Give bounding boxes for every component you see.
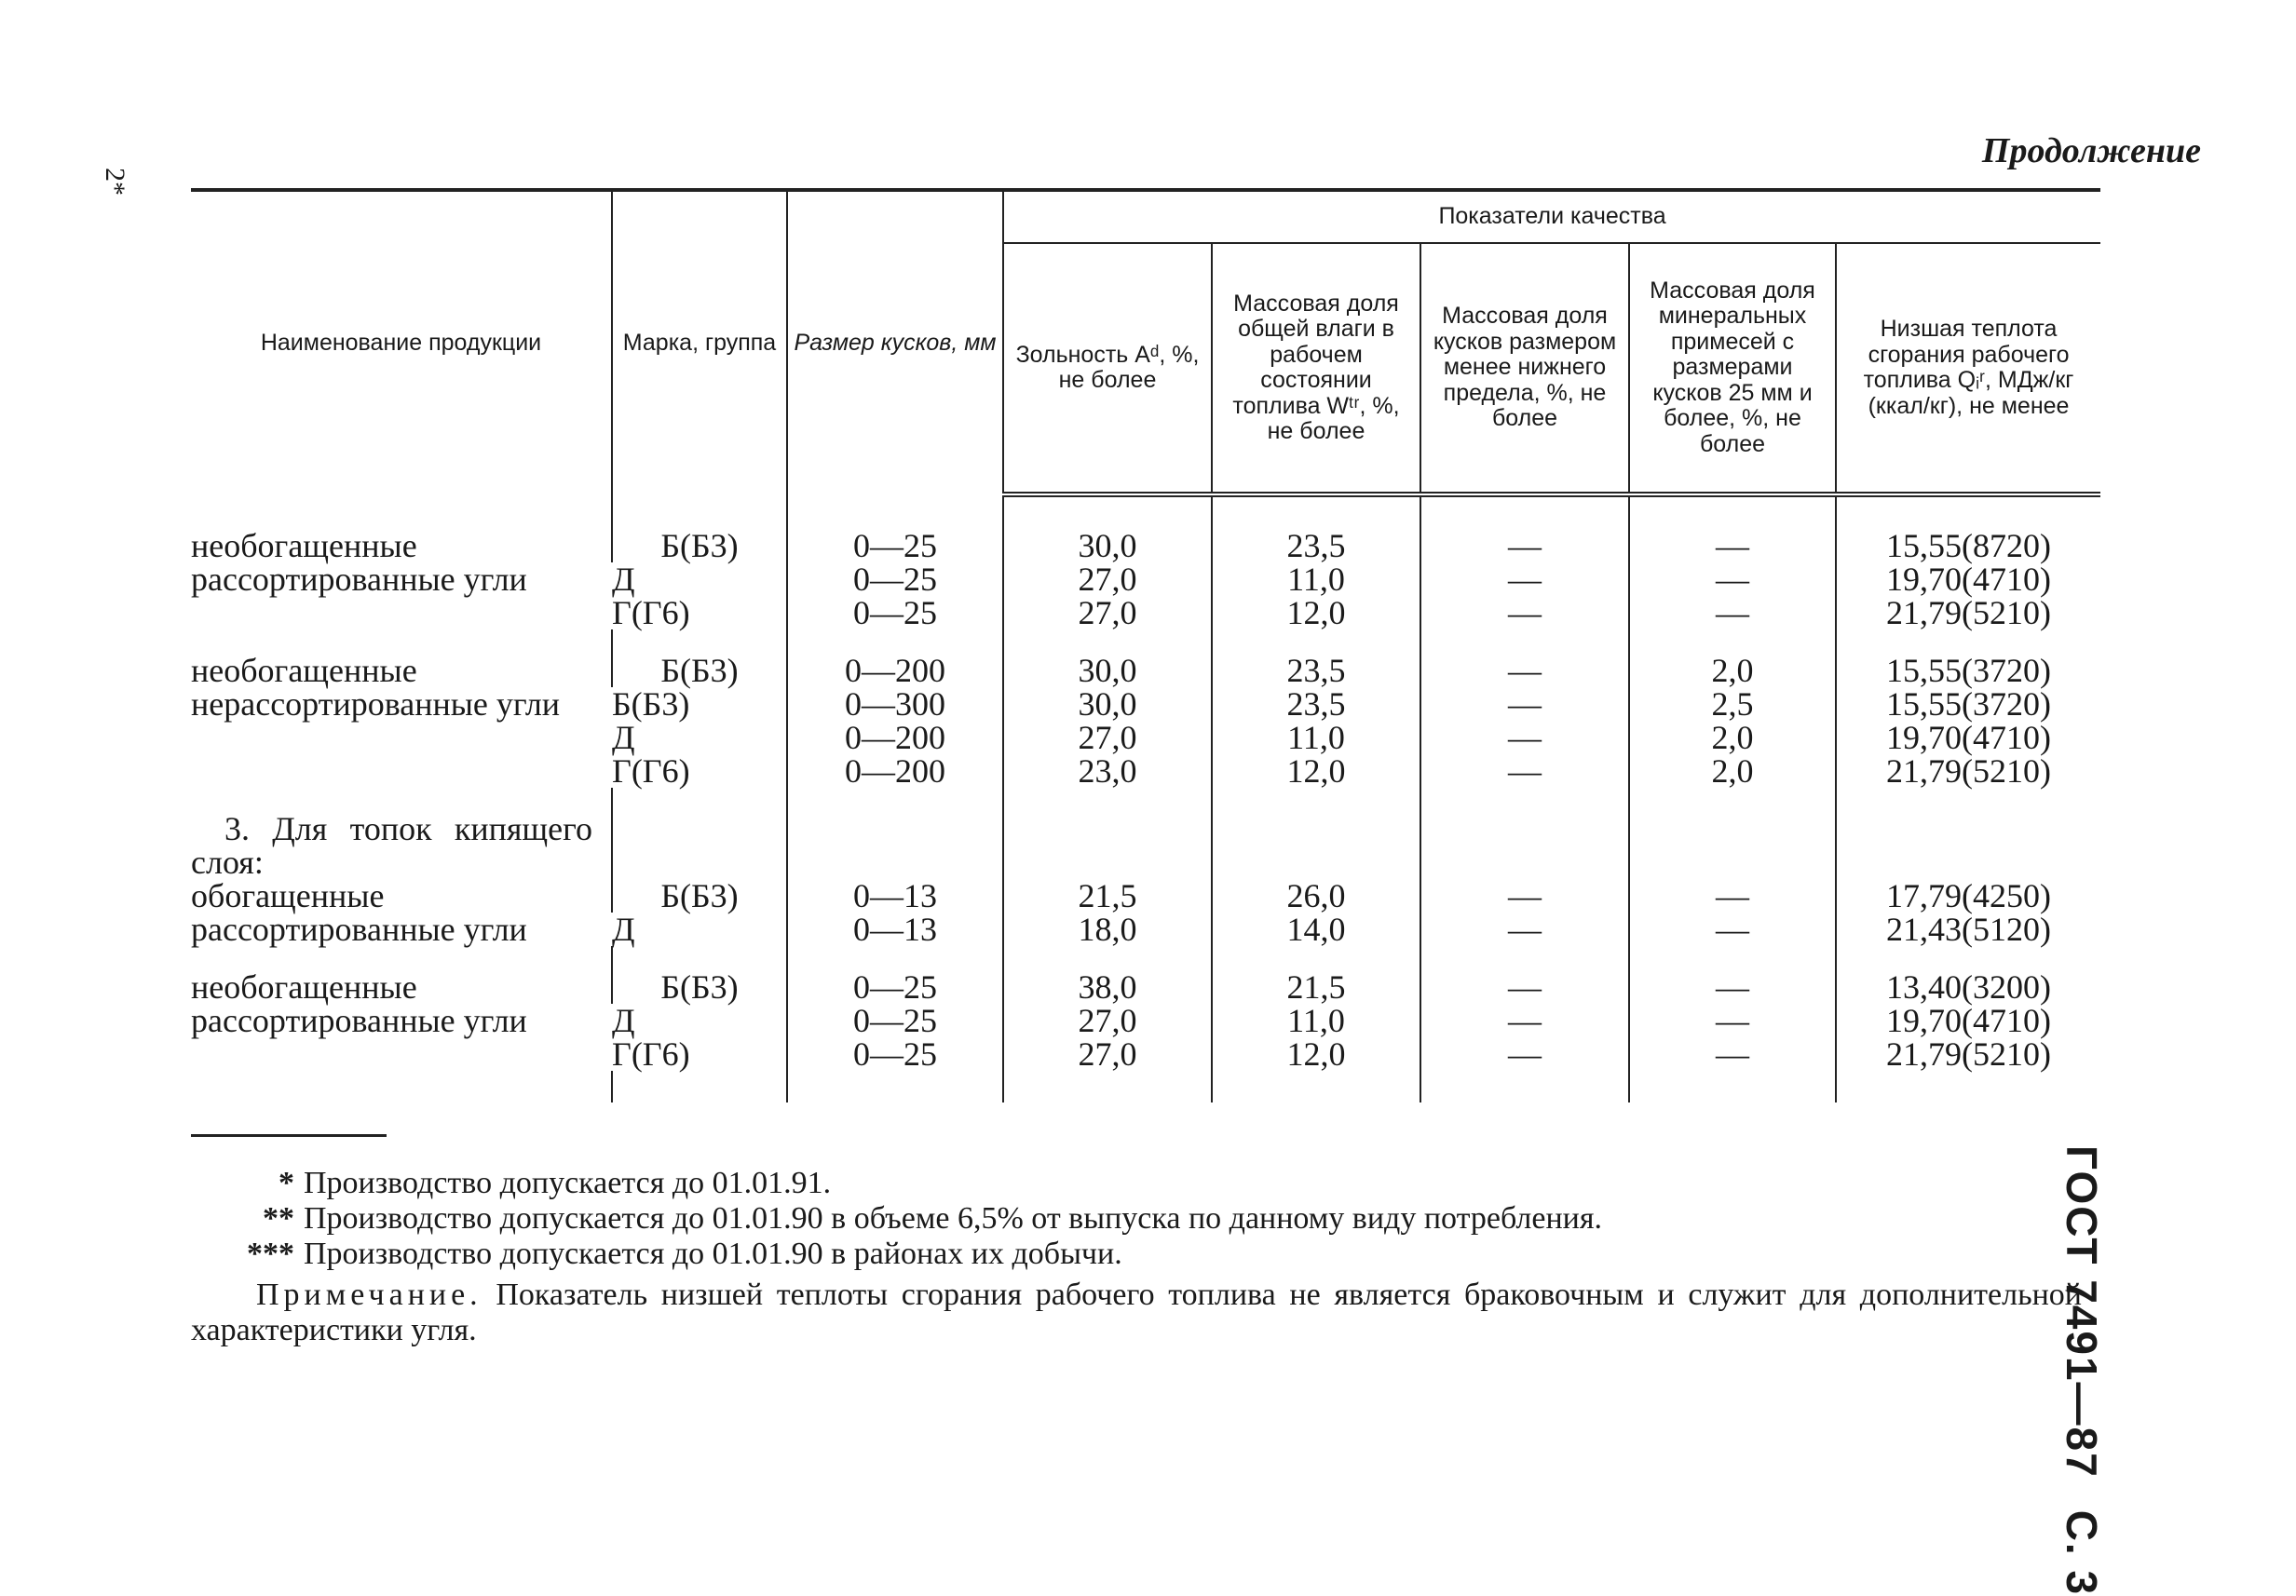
spacer-cell xyxy=(1836,1071,2100,1102)
header-mineral: Массовая доля минеральных примесей с размерами кусков 25 мм и более, %, не более xyxy=(1629,243,1836,494)
table-row xyxy=(191,879,2100,913)
spacer-cell xyxy=(612,1071,787,1102)
table-row xyxy=(191,654,2100,687)
standard-code xyxy=(2057,1145,2107,1596)
footnote-1 xyxy=(233,1166,831,1201)
gap-cell xyxy=(612,946,787,970)
header-undersize: Массовая доля кусков размером менее нижнего предела, %, не более xyxy=(1420,243,1629,494)
undersize-cell: — xyxy=(1420,721,1629,754)
gap-cell xyxy=(191,629,612,654)
ash-cell: 27,0 xyxy=(1003,721,1212,754)
table-header xyxy=(191,190,2100,494)
size-cell: 0—25 xyxy=(787,529,1003,562)
header-quality-group: Показатели качества xyxy=(1003,190,2100,243)
section-title: 3. Для топок кипящего слоя: xyxy=(191,810,592,881)
size-cell: 0—13 xyxy=(787,879,1003,913)
grade-cell: Б(Б3) xyxy=(612,529,787,562)
gap-cell xyxy=(1836,629,2100,654)
header-heat: Низшая теплота сгорания рабочего топлива Qᵢʳ, МДж/кг (ккал/кг), не менее xyxy=(1836,243,2100,494)
coal-quality-table xyxy=(191,188,2100,1102)
ash-cell: 27,0 xyxy=(1003,1004,1212,1037)
grade-cell: Г(Г6) xyxy=(612,594,690,631)
spacer-cell xyxy=(1003,494,1212,529)
spacer-cell xyxy=(787,494,1003,529)
heat-cell: 17,79(4250) xyxy=(1836,879,2100,913)
spacer-cell xyxy=(191,494,612,529)
mineral-cell: 2,5 xyxy=(1629,687,1836,721)
table-note xyxy=(191,1278,2082,1348)
size-cell: 0—200 xyxy=(787,654,1003,687)
ash-cell: 27,0 xyxy=(1003,562,1212,596)
grade-cell: Д xyxy=(612,1002,635,1039)
ash-cell: 38,0 xyxy=(1003,970,1212,1004)
size-cell: 0—25 xyxy=(787,562,1003,596)
table-row xyxy=(191,970,2100,1004)
mineral-cell: 2,0 xyxy=(1629,721,1836,754)
heat-cell: 19,70(4710) xyxy=(1836,1004,2100,1037)
heat-cell: 21,79(5210) xyxy=(1836,1037,2100,1071)
spacer-cell xyxy=(1212,494,1420,529)
gap-cell xyxy=(1003,788,1212,812)
moisture-cell: 11,0 xyxy=(1212,1004,1420,1037)
standard-number: ГОСТ 7491—87 xyxy=(2058,1145,2106,1479)
grade-cell: Д xyxy=(612,719,635,756)
heat-cell: 15,55(8720) xyxy=(1836,529,2100,562)
gap-cell xyxy=(787,946,1003,970)
spacer-row xyxy=(191,1071,2100,1102)
spacer-cell xyxy=(191,1071,612,1102)
spacer-cell xyxy=(1212,1071,1420,1102)
size-cell: 0—200 xyxy=(787,721,1003,754)
empty-cell xyxy=(612,812,787,879)
size-cell: 0—25 xyxy=(787,596,1003,629)
ash-cell: 30,0 xyxy=(1003,687,1212,721)
ash-cell: 30,0 xyxy=(1003,654,1212,687)
gap-cell xyxy=(1629,788,1836,812)
ash-cell: 30,0 xyxy=(1003,529,1212,562)
continuation-label: Продолжение xyxy=(1981,131,2201,170)
heat-cell: 21,79(5210) xyxy=(1836,596,2100,629)
empty-cell xyxy=(1629,812,1836,879)
undersize-cell: — xyxy=(1420,879,1629,913)
undersize-cell: — xyxy=(1420,754,1629,788)
empty-cell xyxy=(1003,812,1212,879)
header-ash: Зольность Aᵈ, %, не более xyxy=(1003,243,1212,494)
group-gap-row xyxy=(191,629,2100,654)
mineral-cell: — xyxy=(1629,879,1836,913)
moisture-cell: 26,0 xyxy=(1212,879,1420,913)
gap-cell xyxy=(1212,629,1420,654)
heat-cell: 19,70(4710) xyxy=(1836,562,2100,596)
ash-cell: 27,0 xyxy=(1003,1037,1212,1071)
empty-cell xyxy=(787,812,1003,879)
undersize-cell: — xyxy=(1420,970,1629,1004)
moisture-cell: 12,0 xyxy=(1212,596,1420,629)
moisture-cell: 12,0 xyxy=(1212,754,1420,788)
gap-cell xyxy=(612,788,787,812)
gap-cell xyxy=(787,629,1003,654)
spacer-cell xyxy=(1420,1071,1629,1102)
gap-cell xyxy=(1629,946,1836,970)
footnote-2 xyxy=(233,1201,1602,1237)
gap-cell xyxy=(1629,629,1836,654)
header-size: Размер кусков, мм xyxy=(787,190,1003,494)
gap-cell xyxy=(1836,788,2100,812)
size-cell: 0—25 xyxy=(787,1004,1003,1037)
product-name-cell: необогащенные нерассортированные угли xyxy=(191,652,561,723)
mineral-cell: — xyxy=(1629,1037,1836,1071)
undersize-cell: — xyxy=(1420,562,1629,596)
empty-cell xyxy=(1420,812,1629,879)
mineral-cell: — xyxy=(1629,1004,1836,1037)
ash-cell: 23,0 xyxy=(1003,754,1212,788)
group-gap-row xyxy=(191,946,2100,970)
mineral-cell: 2,0 xyxy=(1629,754,1836,788)
heat-cell: 19,70(4710) xyxy=(1836,721,2100,754)
gap-cell xyxy=(1003,946,1212,970)
mineral-cell: — xyxy=(1629,562,1836,596)
moisture-cell: 12,0 xyxy=(1212,1037,1420,1071)
gap-cell xyxy=(1420,946,1629,970)
grade-cell: Б(Б3) xyxy=(612,654,787,687)
gap-cell xyxy=(1003,629,1212,654)
empty-cell xyxy=(1836,812,2100,879)
ash-cell: 27,0 xyxy=(1003,596,1212,629)
footnote-3 xyxy=(233,1237,1122,1272)
spacer-cell xyxy=(612,494,787,529)
mineral-cell: — xyxy=(1629,913,1836,946)
footnote-rule xyxy=(191,1134,387,1137)
moisture-cell: 11,0 xyxy=(1212,562,1420,596)
moisture-cell: 11,0 xyxy=(1212,721,1420,754)
undersize-cell: — xyxy=(1420,1037,1629,1071)
mineral-cell: 2,0 xyxy=(1629,654,1836,687)
spacer-cell xyxy=(1629,1071,1836,1102)
table-row xyxy=(191,529,2100,562)
spacer-cell xyxy=(1836,494,2100,529)
gap-cell xyxy=(1420,788,1629,812)
mineral-cell: — xyxy=(1629,970,1836,1004)
footnote-mark: ** xyxy=(263,1201,294,1236)
page-side-mark: 2* xyxy=(100,168,130,196)
grade-cell: Б(Б3) xyxy=(612,970,787,1004)
gap-cell xyxy=(1836,946,2100,970)
footnote-text: Производство допускается до 01.01.90 в объеме 6,5% от выпуска по данному виду потребления. xyxy=(304,1201,1602,1236)
size-cell: 0—25 xyxy=(787,1037,1003,1071)
undersize-cell: — xyxy=(1420,687,1629,721)
header-product-name: Наименование продукции xyxy=(191,190,612,494)
undersize-cell: — xyxy=(1420,529,1629,562)
size-cell: 0—200 xyxy=(787,754,1003,788)
section-row xyxy=(191,812,2100,879)
size-cell: 0—300 xyxy=(787,687,1003,721)
undersize-cell: — xyxy=(1420,1004,1629,1037)
undersize-cell: — xyxy=(1420,654,1629,687)
size-cell: 0—13 xyxy=(787,913,1003,946)
moisture-cell: 23,5 xyxy=(1212,529,1420,562)
empty-cell xyxy=(1212,812,1420,879)
footnote-mark: *** xyxy=(247,1237,294,1271)
grade-cell: Д xyxy=(612,561,635,598)
header-grade: Марка, группа xyxy=(612,190,787,494)
moisture-cell: 23,5 xyxy=(1212,654,1420,687)
grade-cell: Б(Б3) xyxy=(612,685,690,723)
gap-cell xyxy=(1212,788,1420,812)
moisture-cell: 23,5 xyxy=(1212,687,1420,721)
size-cell: 0—25 xyxy=(787,970,1003,1004)
footnote-text: Производство допускается до 01.01.91. xyxy=(304,1166,832,1200)
note-text: Показатель низшей теплоты сгорания рабочего топлива не является браковочным и служит для дополнительной характеристики угля. xyxy=(191,1278,2082,1347)
header-moisture: Массовая доля общей влаги в рабочем состоянии топлива Wᵗʳ, %, не более xyxy=(1212,243,1420,494)
spacer-row xyxy=(191,494,2100,529)
group-gap-row xyxy=(191,788,2100,812)
grade-cell: Б(Б3) xyxy=(612,879,787,913)
gap-cell xyxy=(1212,946,1420,970)
spacer-cell xyxy=(787,1071,1003,1102)
heat-cell: 15,55(3720) xyxy=(1836,687,2100,721)
heat-cell: 13,40(3200) xyxy=(1836,970,2100,1004)
heat-cell: 21,79(5210) xyxy=(1836,754,2100,788)
heat-cell: 21,43(5120) xyxy=(1836,913,2100,946)
undersize-cell: — xyxy=(1420,596,1629,629)
product-name-cell: необогащенные рассортированные угли xyxy=(191,968,527,1039)
page-number: С. 3 xyxy=(2058,1509,2106,1596)
moisture-cell: 21,5 xyxy=(1212,970,1420,1004)
footnote-mark: * xyxy=(279,1166,294,1200)
product-name-cell: обогащенные рассортированные угли xyxy=(191,877,527,948)
mineral-cell: — xyxy=(1629,596,1836,629)
undersize-cell: — xyxy=(1420,913,1629,946)
grade-cell: Г(Г6) xyxy=(612,1035,690,1073)
ash-cell: 21,5 xyxy=(1003,879,1212,913)
ash-cell: 18,0 xyxy=(1003,913,1212,946)
grade-cell: Д xyxy=(612,911,635,948)
gap-cell xyxy=(191,788,612,812)
spacer-cell xyxy=(1629,494,1836,529)
gap-cell xyxy=(191,946,612,970)
gap-cell xyxy=(787,788,1003,812)
gap-cell xyxy=(612,629,787,654)
mineral-cell: — xyxy=(1629,529,1836,562)
gap-cell xyxy=(1420,629,1629,654)
grade-cell: Г(Г6) xyxy=(612,752,690,790)
table-body xyxy=(191,494,2100,1102)
spacer-cell xyxy=(1003,1071,1212,1102)
note-label: Примечание. xyxy=(256,1278,482,1312)
moisture-cell: 14,0 xyxy=(1212,913,1420,946)
footnote-text: Производство допускается до 01.01.90 в районах их добычи. xyxy=(304,1237,1122,1271)
product-name-cell: необогащенные рассортированные угли xyxy=(191,527,527,598)
spacer-cell xyxy=(1420,494,1629,529)
heat-cell: 15,55(3720) xyxy=(1836,654,2100,687)
